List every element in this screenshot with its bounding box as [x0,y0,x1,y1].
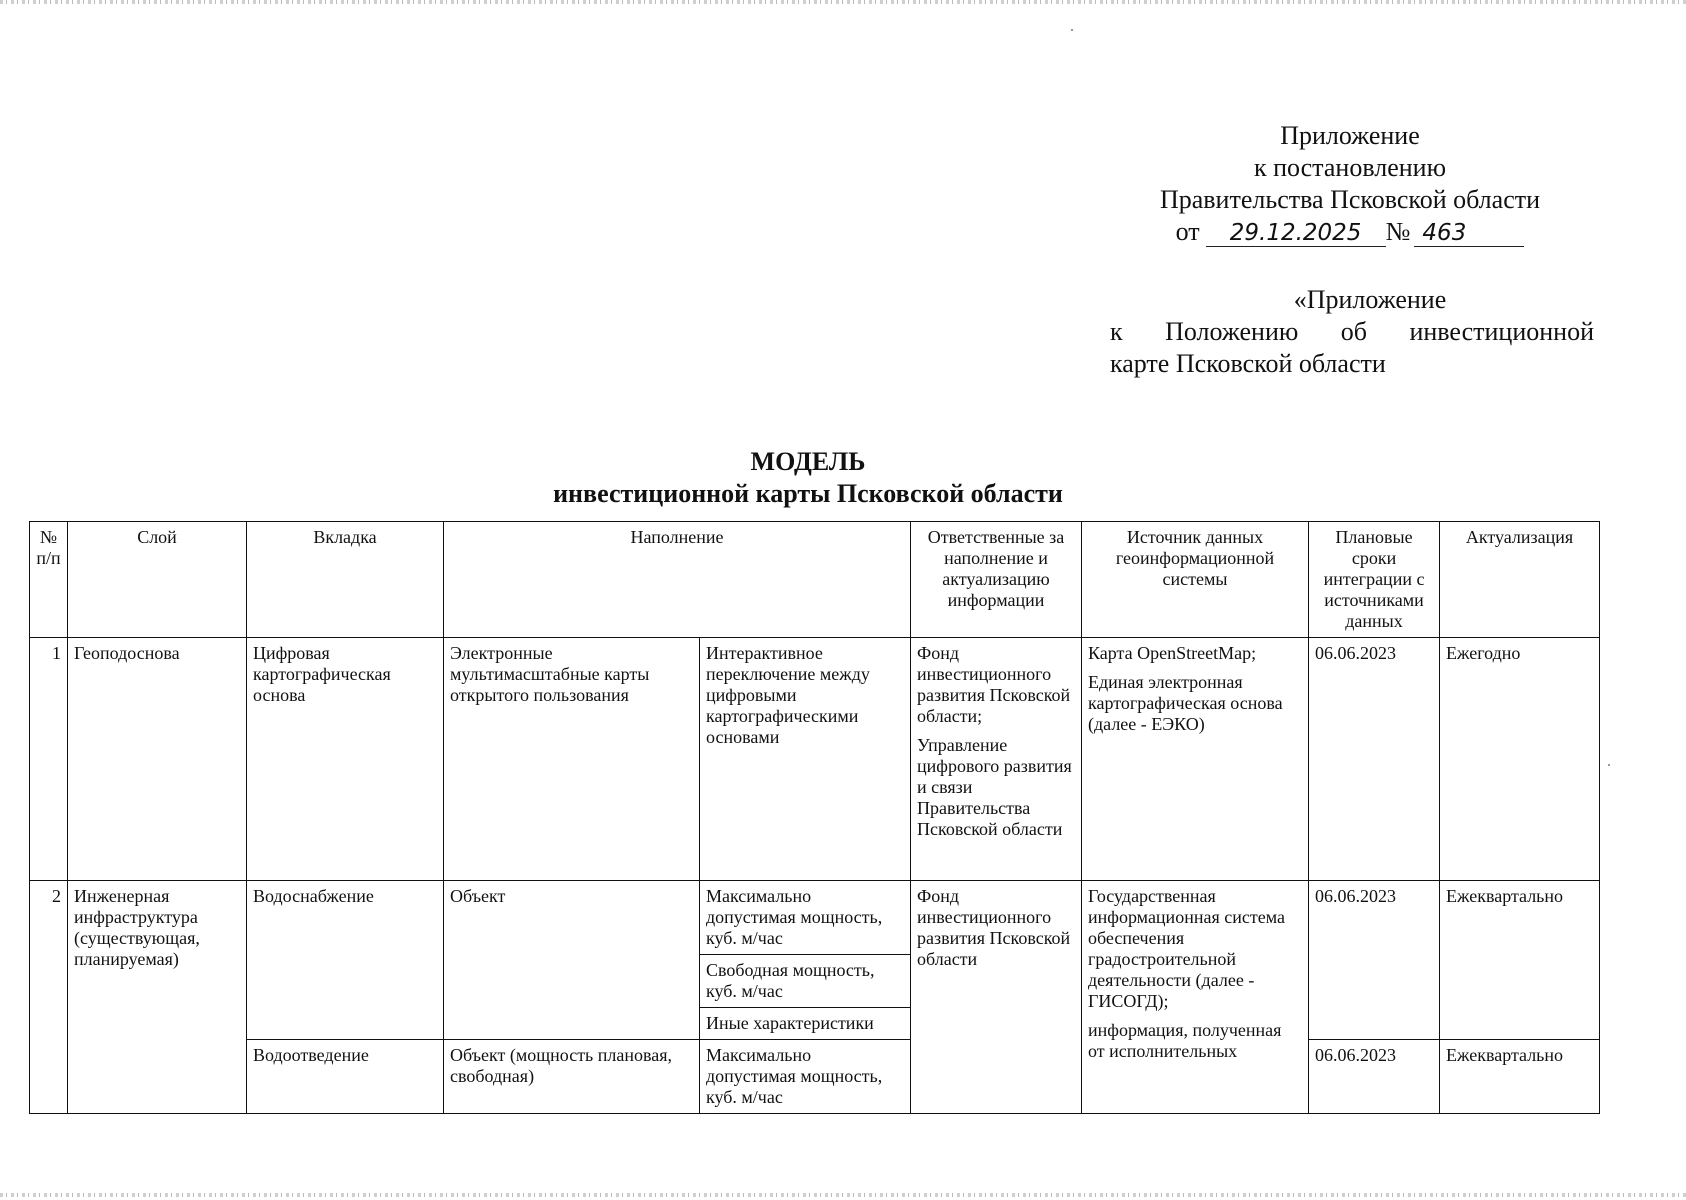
detail-item: Максимально допустимая мощность, куб. м/час [700,881,910,955]
table-header-row [30,522,1600,638]
header-number: № п/п [30,522,68,638]
annex-word: инвестиционной [1409,317,1594,346]
row-responsible [911,638,1082,881]
row-number: 1 [30,638,68,881]
row-layer: Геоподоснова [68,638,247,881]
row-integration-date: 06.06.2023 [1309,1040,1440,1114]
annex-word: к [1110,317,1123,346]
annex-last-line: карте Псковской области [1110,349,1386,378]
row-content: Объект (мощность плановая, свободная) [444,1040,700,1114]
header-update: Актуализация [1440,522,1600,638]
title-line-2: инвестиционной карты Псковской области [553,479,1063,508]
row-tab: Водоотведение [247,1040,444,1114]
responsible-item: Управление цифрового развития и связи Правительства Псковской области [917,735,1072,839]
table-row [30,1040,1600,1114]
row-update: Ежеквартально [1440,1040,1600,1114]
source-item: Государственная информационная система обеспечения градостроительной деятельности (далее - ГИСОГД); [1088,886,1285,1011]
row-data-source [1082,638,1309,881]
approval-line-3: Правительства Псковской области [1159,185,1541,214]
row-update: Ежеквартально [1440,881,1600,1040]
investment-map-model-table [29,521,1600,1114]
row-content: Объект [444,881,700,1040]
header-layer: Слой [68,522,247,638]
row-responsible: Фонд инвестиционного развития Псковской области [911,881,1082,1114]
title-line-1: МОДЕЛЬ [750,447,866,476]
approval-block [1100,120,1600,248]
row-tab: Цифровая картографическая основа [247,638,444,881]
responsible-item: Фонд инвестиционного развития Псковской области; [917,643,1071,726]
table-row [30,881,1600,1040]
approval-line-1: Приложение [1280,121,1420,150]
source-item: Единая электронная картографическая основа (далее - ЕЭКО) [1088,672,1283,734]
row-content-detail: Интерактивное переключение между цифровыми картографическими основами [700,638,911,881]
row-update: Ежегодно [1440,638,1600,881]
scan-edge-top [0,0,1686,4]
detail-item: Свободная мощность, куб. м/час [700,955,910,1008]
row-content: Электронные мультимасштабные карты открытого пользования [444,638,700,881]
annex-title: «Приложение [1293,285,1447,314]
approval-date-line [1100,216,1600,248]
scan-edge-bottom [0,1193,1686,1197]
row-data-source [1082,881,1309,1114]
header-content: Наполнение [444,522,911,638]
row-layer: Инженерная инфраструктура (существующая, планируемая) [68,881,247,1114]
row-integration-date: 06.06.2023 [1309,881,1440,1040]
scan-speck [1071,29,1073,31]
approval-line-2: к постановлению [1253,153,1447,182]
handwritten-date: 29.12.2025 [1206,220,1386,247]
annex-block [1110,284,1594,380]
document-title [28,446,1588,510]
source-item: информация, полученная от исполнительных [1088,1020,1282,1061]
annex-justified-line [1110,316,1594,348]
from-label: от [1175,217,1200,246]
row-number: 2 [30,881,68,1114]
source-item: Карта OpenStreetMap; [1088,643,1257,663]
row-content-detail [700,881,911,1040]
row-tab: Водоснабжение [247,881,444,1040]
annex-word: Положению [1165,317,1299,346]
handwritten-number: 463 [1414,220,1524,247]
detail-item: Иные характеристики [706,1013,874,1033]
annex-word: об [1340,317,1367,346]
header-data-source: Источник данных геоинформационной системы [1082,522,1309,638]
row-content-detail: Максимально допустимая мощность, куб. м/час [700,1040,911,1114]
header-responsible: Ответственные за наполнение и актуализацию информации [911,522,1082,638]
row-integration-date: 06.06.2023 [1309,638,1440,881]
header-integration-date: Плановые сроки интеграции с источниками данных [1309,522,1440,638]
number-sign: № [1385,217,1411,246]
header-tab: Вкладка [247,522,444,638]
table-row [30,638,1600,881]
scan-speck [1608,764,1610,766]
